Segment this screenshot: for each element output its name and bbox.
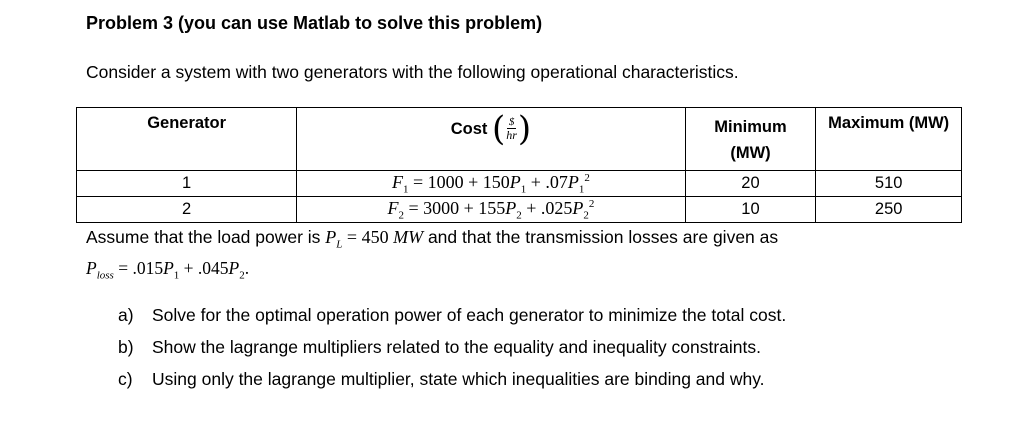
task-marker: b)	[118, 337, 134, 357]
eq-P-sub: 2	[516, 209, 522, 222]
cell-generator: 1	[77, 171, 297, 197]
cell-minimum: 20	[685, 171, 816, 197]
generator-table	[76, 107, 962, 223]
ploss-P1: P	[163, 258, 174, 278]
assumption-text-after: and that the transmission losses are given as	[423, 227, 779, 247]
cell-cost-equation: $F_1 = 1000 + 150P_1 + .07P_1^2$	[297, 171, 685, 197]
table-row	[77, 197, 962, 223]
cell-maximum: 510	[816, 171, 962, 197]
eq-P2-sub: 2	[583, 209, 589, 222]
eq-const: 3000 + 155	[423, 197, 506, 218]
list-item	[118, 337, 786, 369]
pl-unit: MW	[393, 227, 424, 247]
cell-maximum: 250	[816, 197, 962, 223]
ploss-P2: P	[228, 258, 240, 278]
pl-sub: L	[336, 238, 343, 251]
problem-intro: Consider a system with two generators with the following operational characteristics.	[86, 62, 739, 82]
ploss-P1-sub: 1	[173, 269, 180, 282]
eq-P2: P	[572, 197, 584, 218]
paren-right-glyph: )	[517, 109, 532, 149]
header-minimum-line2: (MW)	[730, 144, 771, 162]
problem-title: Problem 3 (you can use Matlab to solve this problem)	[86, 13, 543, 33]
ploss-coef1: = .015	[113, 258, 164, 278]
header-generator: Generator	[77, 108, 297, 171]
eq-P: P	[509, 171, 521, 192]
eq-sup: 2	[584, 171, 590, 184]
header-cost	[297, 108, 685, 171]
pl-value: = 450	[342, 227, 394, 247]
eq-F: F	[391, 171, 403, 192]
eq-F-sub: 1	[402, 183, 409, 196]
cell-generator: 2	[77, 197, 297, 223]
task-text: Solve for the optimal operation power of each generator to minimize the total cost.	[152, 305, 787, 325]
header-minimum	[685, 108, 816, 171]
eq-quad-coef: + .07	[530, 171, 568, 192]
cell-minimum: 10	[685, 197, 816, 223]
cost-unit-den: hr	[506, 127, 517, 142]
task-text: Show the lagrange multipliers related to the equality and inequality constraints.	[152, 337, 761, 357]
ploss-P2-sub: 2	[239, 269, 245, 282]
table-row	[77, 171, 962, 197]
eq-P: P	[505, 197, 517, 218]
paren-left-glyph: (	[491, 109, 506, 149]
table-header-row	[77, 108, 962, 171]
ploss-coef2: + .045	[179, 258, 229, 278]
eq-quad-coef: + .025	[526, 197, 573, 218]
cost-unit-num: $	[508, 115, 515, 128]
cost-unit-fraction	[506, 117, 517, 142]
eq-sup: 2	[588, 197, 595, 210]
eq-P-sub: 1	[520, 183, 527, 196]
list-item	[118, 369, 786, 401]
eq-P2-sub: 1	[578, 183, 585, 196]
assumption-text-before: Assume that the load power is	[86, 227, 326, 247]
task-marker: c)	[118, 369, 133, 389]
cell-cost-equation: $F_2 = 3000 + 155P_2 + .025P_2^2$	[297, 197, 685, 223]
task-marker: a)	[118, 305, 134, 325]
eq-F: F	[387, 197, 399, 218]
ploss-symbol: P	[86, 258, 97, 278]
ploss-end: .	[244, 258, 250, 278]
pl-symbol: P	[325, 227, 337, 247]
task-list	[118, 305, 786, 401]
header-minimum-line1: Minimum	[714, 118, 787, 136]
eq-F-sub: 2	[398, 209, 404, 222]
header-maximum: Maximum (MW)	[816, 108, 962, 171]
task-text: Using only the lagrange multiplier, state which inequalities are binding and why.	[152, 369, 765, 389]
header-cost-label: Cost	[450, 119, 488, 138]
loss-equation	[86, 258, 249, 282]
eq-const: 1000 + 150	[427, 171, 510, 192]
eq-P2: P	[567, 171, 579, 192]
assumption-line	[86, 227, 778, 251]
ploss-sub: loss	[96, 269, 114, 282]
list-item	[118, 305, 786, 337]
